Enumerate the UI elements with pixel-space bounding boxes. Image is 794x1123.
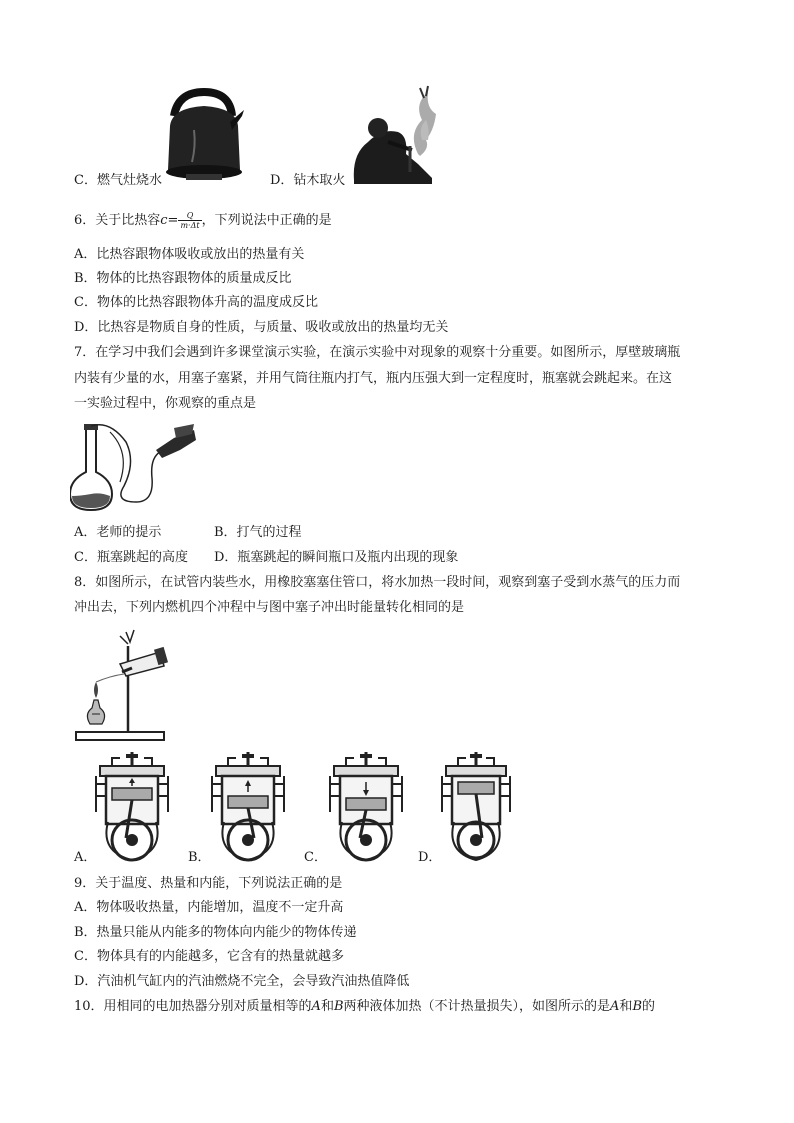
q8-option-c-label: C． [304,850,327,865]
q7-stem-line-1: 7．在学习中我们会遇到许多课堂演示实验，在演示实验中对现象的观察十分重要。如图所示，厚壁玻璃瓶 [74,345,681,360]
q6-stem-prefix: 6．关于比热容 [74,213,161,228]
drilling-fire-figure [348,84,438,186]
q7-stem-line-2: 内装有少量的水，用塞子塞紧，并用气筒往瓶内打气，瓶内压强大到一定程度时，瓶塞就会跳起来。在这 [74,371,673,386]
q9-option-c: C．物体具有的内能越多，它含有的热量就越多 [74,949,344,964]
engine-stroke-a-figure [92,752,172,864]
q6-formula-denominator: m·Δt [180,221,200,230]
q7-stem-line-3: 一实验过程中，你观察的重点是 [74,396,257,411]
q7-option-b: B．打气的过程 [214,525,302,540]
q10-part-5: 的 [642,999,656,1014]
q10-var-b-2: B [632,999,642,1014]
q9-option-a: A．物体吸收热量，内能增加，温度不一定升高 [74,900,344,915]
q10-part-1: 10．用相同的电加热器分别对质量相等的 [74,999,312,1014]
q6-option-d: D．比热容是物质自身的性质，与质量、吸收或放出的热量均无关 [74,320,449,335]
q10-part-2: 和 [320,999,334,1014]
q7-option-c: C．瓶塞跳起的高度 [74,550,188,565]
q6-option-b: B．物体的比热容跟物体的质量成反比 [74,271,292,286]
q7-option-d: D．瓶塞跳起的瞬间瓶口及瓶内出现的现象 [214,550,459,565]
flask-pump-figure [70,422,198,514]
q6-stem [74,211,332,230]
q6-formula-fraction [178,211,201,230]
q6-formula-numerator: Q [178,211,201,221]
q9-stem: 9．关于温度、热量和内能，下列说法正确的是 [74,876,343,891]
test-tube-heating-figure [70,628,170,744]
q6-option-c: C．物体的比热容跟物体升高的温度成反比 [74,295,318,310]
q10-var-a-1: A [311,999,321,1014]
q5-option-d: D．钻木取火 [270,173,346,188]
q6-stem-suffix: ，下列说法中正确的是 [201,213,332,228]
q5-option-c: C．燃气灶烧水 [74,173,162,188]
q9-option-b: B．热量只能从内能多的物体向内能少的物体传递 [74,925,357,940]
q7-option-a: A．老师的提示 [74,525,162,540]
q8-stem-line-2: 冲出去，下列内燃机四个冲程中与图中塞子冲出时能量转化相同的是 [74,600,465,615]
q8-option-b-label: B． [188,850,211,865]
q8-option-d-label: D． [418,850,442,865]
q10-part-4: 和 [619,999,633,1014]
q10-var-a-2: A [610,999,620,1014]
q10-part-3: 两种液体加热（不计热量损失），如图所示的是 [343,999,611,1014]
q8-option-a-label: A． [74,850,97,865]
q6-formula-lhs: c= [160,213,179,228]
engine-stroke-d-figure [440,752,512,864]
q9-option-d: D．汽油机气缸内的汽油燃烧不完全，会导致汽油热值降低 [74,974,410,989]
q8-stem-line-1: 8．如图所示，在试管内装些水，用橡胶塞塞住管口，将水加热一段时间，观察到塞子受到水蒸气的压力而 [74,575,681,590]
q10-stem [74,998,655,1016]
q10-var-b-1: B [333,999,344,1014]
engine-stroke-c-figure [326,752,406,864]
kettle-figure [160,86,246,186]
q6-option-a: A．比热容跟物体吸收或放出的热量有关 [74,247,305,262]
engine-stroke-b-figure [208,752,288,864]
